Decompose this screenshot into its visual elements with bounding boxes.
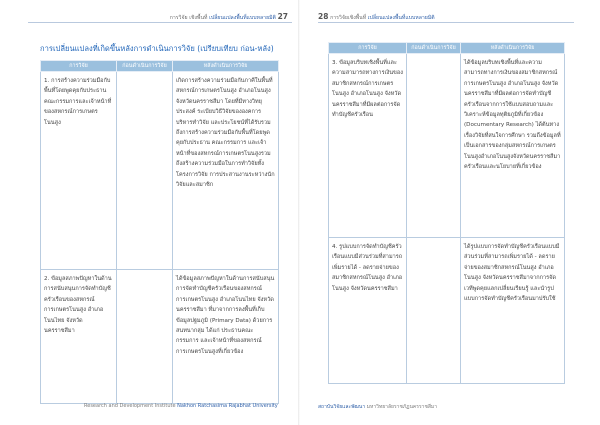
running-head-highlight: เปลี่ยนแปลงพื้นที่แบบหลายมิติ — [209, 15, 276, 21]
table-row — [329, 238, 565, 384]
col-header-before: ก่อนดำเนินการวิจัย — [117, 61, 173, 72]
cell-after: ได้รูปแบบการจัดทำบัญชีครัวเรือนแบบมีส่วนร่วมที่สามารถเพิ่มรายได้ - ลดรายจ่ายของสมาชิกสหกรณ์โนนสูง อำเภอโนนสูง จังหวัดนครราชสีมาจากการจัดเวทีพูดคุยแลกเปลี่ยนเรียนรู้ และนำรูปแบบการจัดทำบัญชีครัวเรือนมาปรับใช้ — [461, 238, 565, 384]
cell-after: ได้ข้อมูลบริบทเชิงพื้นที่และความสามารถทางการเงินของสมาชิกสหกรณ์การเกษตรโนนสูง อำเภอโนนสูง จังหวัดนครราชสีมาที่มีผลต่อการจัดทำบัญชีครัวเรือนจากการใช้แบบสอบถามและวิเคราะห์ข้อมูลทุติยภูมิที่เกี่ยวข้อง (Documentary Research) ได้ต้นทางเรื่องวิจัยที่สนใจการศึกษา รวมถึงข้อมูลที่เป็นเอกสารของกลุ่มสหกรณ์การเกษตรโนนสูงอำเภอโนนสูงจังหวัดนครราชสีมาครัวเรือนและนโยบายที่เกี่ยวข้อง — [461, 54, 565, 238]
table-header-row — [329, 43, 565, 54]
col-header-research: การวิจัย — [41, 61, 117, 72]
cell-before — [407, 54, 461, 238]
header-rule — [28, 22, 292, 23]
table-row — [41, 72, 279, 270]
cell-before — [407, 238, 461, 384]
cell-before — [117, 72, 173, 270]
running-head — [170, 12, 288, 22]
comparison-table-continued — [328, 42, 565, 384]
cell-research: 2. ข้อมูลสภาพปัญหาในด้านการสนับสนุนการจัดทำบัญชีครัวเรือนของสหกรณ์การเกษตรโนนสูง อำเภอโนนไทย จังหวัดนครราชสีมา — [41, 270, 117, 404]
footer — [318, 403, 437, 411]
page-number: 28 — [318, 12, 329, 21]
col-header-after: หลังดำเนินการวิจัย — [461, 43, 565, 54]
cell-after: เกิดการสร้างความร่วมมือกับภาคีในพื้นที่สหกรณ์การเกษตรโนนสูง อำเภอโนนสูง จังหวัดนครราชสีมา โดยที่มีทางวิทยุประสงค์ ระเบียบวิธีวิจัยขององคการบริหารทำวิจัย และประโยชน์ที่ได้รับรวมถึงการสร้างความร่วมมือกับพื้นที่โดยพูดคุยกับประธาน คณะกรรมการ และเจ้าหน้าที่ของสหกรณ์การเกษตรโนนสูงรวมถึงสร้างความร่วมมือในการทำวิจัยทั้งโครงการวิจัย การประสานงานระหว่างนักวิจัยและสมาชิก — [173, 72, 279, 270]
col-header-after: หลังดำเนินการวิจัย — [173, 61, 279, 72]
section-title: การเปลี่ยนแปลงที่เกิดขึ้นหลังการดำเนินการวิจัย (เปรียบเทียบ ก่อน-หลัง) — [40, 44, 274, 53]
table-row — [41, 270, 279, 404]
page-number: 27 — [277, 12, 288, 21]
cell-research: 1. การสร้างความร่วมมือกับพื้นที่โดยพูดคุยกับประธาน คณะกรรมการและเจ้าหน้าที่ของสหกรณ์การเกษตรโนนสูง — [41, 72, 117, 270]
footer-text: มหาวิทยาลัยราชภัฏนครราชสีมา — [365, 404, 438, 410]
cell-before — [117, 270, 173, 404]
comparison-table — [40, 60, 279, 404]
running-head-text: การวิจัย เชิงพื้นที่ — [169, 15, 210, 21]
running-head-text: การวิจัยเชิงพื้นที่ — [328, 15, 368, 21]
footer-highlight: Nakhon Ratchasima Rajabhat University — [177, 403, 278, 409]
table-row — [329, 54, 565, 238]
cell-research: 3. ข้อมูลบริบทเชิงพื้นที่และความสามารถทางการเงินของสมาชิกสหกรณ์การเกษตรโนนสูง อำเภอโนนสูง จังหวัดนครราชสีมาที่มีผลต่อการจัดทำบัญชีครัวเรือน — [329, 54, 407, 238]
cell-research: 4. รูปแบบการจัดทำบัญชีครัวเรือนแบบมีส่วนร่วมที่สามารถเพิ่มรายได้ - ลดรายจ่ายของสมาชิกสหกรณ์โนนสูง อำเภอโนนสูง จังหวัดนครราชสีมา — [329, 238, 407, 384]
footer — [84, 403, 278, 409]
footer-highlight: สถาบันวิจัยและพัฒนา — [318, 404, 366, 410]
running-head — [318, 12, 435, 22]
footer-text: Research and Development Institute — [84, 403, 178, 409]
col-header-research: การวิจัย — [329, 43, 407, 54]
cell-after: ได้ข้อมูลสภาพปัญหาในด้านการสนับสนุนการจัดทำบัญชีครัวเรือนของสหกรณ์การเกษตรโนนสูง อำเภอโนนไทย จังหวัดนครราชสีมา ที่มาจากการลงพื้นที่เก็บข้อมูลปฐมภูมิ (Primary Data) ด้วยการสนทนากลุ่ม ได้แก่ ประธานคณะกรรมการ และเจ้าหน้าที่ของสหกรณ์การเกษตรโนนสูงที่เกี่ยวข้อง — [173, 270, 279, 404]
col-header-before: ก่อนดำเนินการวิจัย — [407, 43, 461, 54]
table-header-row — [41, 61, 279, 72]
header-rule — [318, 22, 574, 23]
running-head-highlight: เปลี่ยนแปลงพื้นที่แบบหลายมิติ — [367, 15, 435, 21]
